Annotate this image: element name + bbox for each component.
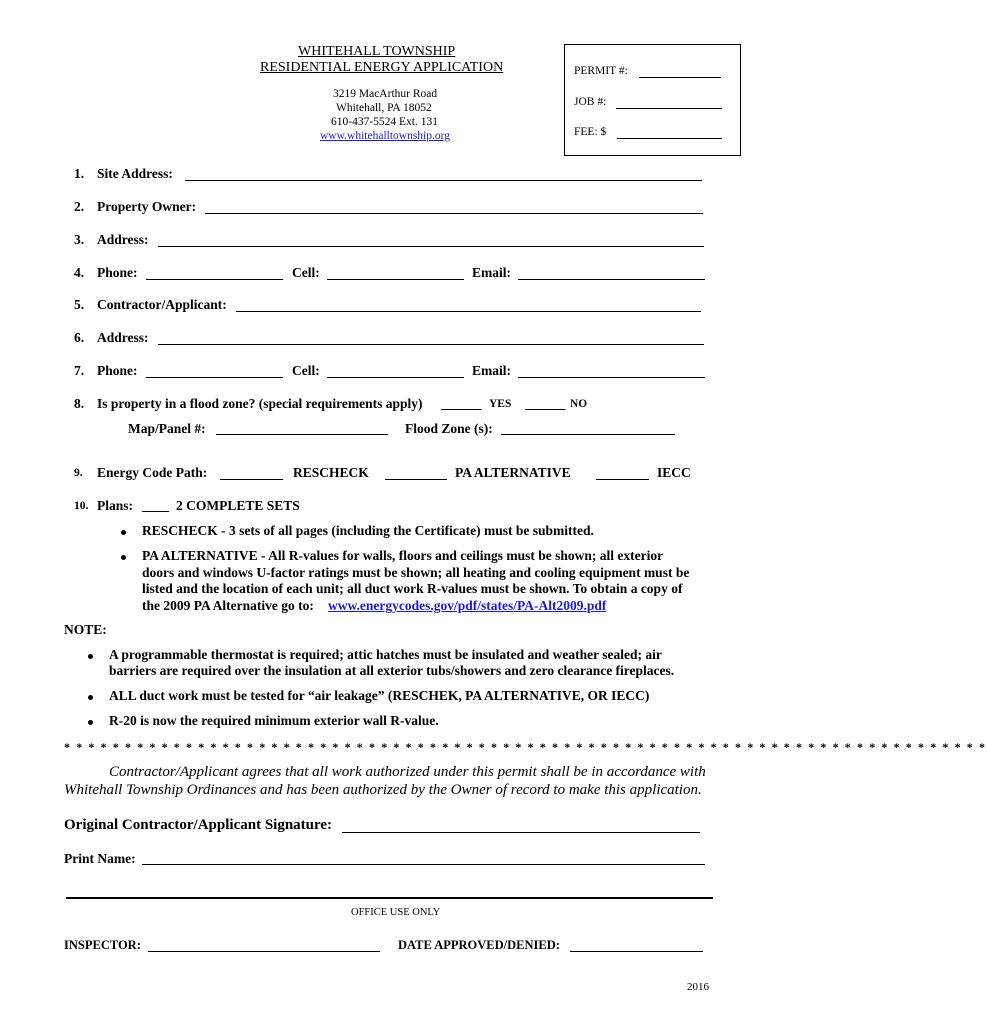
owner-email-label: Email: [472, 265, 511, 280]
flood-no-blank[interactable]: ______ [525, 396, 566, 411]
iecc-label: IECC [657, 465, 691, 480]
signature-field[interactable] [342, 832, 700, 833]
office-use-label: OFFICE USE ONLY [351, 907, 441, 918]
rescheck-label: RESCHECK [293, 465, 369, 480]
field-3-number: 3. [74, 232, 85, 247]
field-2-number: 2. [74, 199, 85, 214]
pa-alt-note-line-4: the 2009 PA Alternative go to: [142, 598, 314, 613]
field-6-number: 6. [74, 330, 85, 345]
print-name-label: Print Name: [64, 851, 136, 866]
footer-year: 2016 [687, 981, 709, 993]
bullet-icon [121, 530, 126, 535]
field-9-number: 9. [74, 467, 83, 479]
owner-email-field[interactable] [518, 279, 705, 280]
owner-phone-label: Phone: [97, 265, 138, 280]
plans-blank[interactable]: ____ [142, 498, 169, 513]
map-panel-field[interactable] [216, 434, 388, 435]
website-link[interactable]: www.whitehalltownship.org [320, 130, 451, 142]
pa-alternative-label: PA ALTERNATIVE [455, 465, 571, 480]
fee-field[interactable] [617, 138, 722, 139]
field-7-number: 7. [74, 363, 85, 378]
flood-zone-question: Is property in a flood zone? (special requirements apply) [97, 396, 423, 411]
map-panel-label: Map/Panel #: [128, 421, 206, 436]
title-line-1: WHITEHALL TOWNSHIP [298, 44, 456, 59]
site-address-label: Site Address: [97, 166, 173, 181]
note-1-line-2: barriers are required over the insulation at all exterior tubs/showers and zero clearance fireplaces. [109, 663, 675, 678]
contractor-phone-label: Phone: [97, 363, 138, 378]
job-field[interactable] [616, 108, 722, 109]
bullet-icon [121, 555, 126, 560]
pa-alternative-blank[interactable] [385, 479, 447, 480]
flood-yes-label: YES [489, 398, 512, 410]
iecc-blank[interactable] [596, 479, 649, 480]
owner-address-field[interactable] [158, 246, 704, 247]
pa-alt-note-line-2: doors and windows U-factor ratings must be shown; all heating and cooling equipment must be [142, 565, 690, 580]
agreement-line-1: Contractor/Applicant agrees that all work authorized under this permit shall be in accordance with [109, 764, 706, 780]
site-address-field[interactable] [185, 180, 702, 181]
flood-yes-blank[interactable]: ______ [441, 396, 482, 411]
plans-label: Plans: [97, 498, 134, 513]
flood-zone-field[interactable] [501, 434, 675, 435]
pa-alt-note-line-3: listed and the location of each unit; all duct work R-values must be shown. To obtain a copy of [142, 581, 683, 596]
note-2: ALL duct work must be tested for “air leakage” (RESCHEK, PA ALTERNATIVE, OR IECC) [109, 688, 650, 703]
contractor-address-label: Address: [97, 330, 149, 345]
address-line-1: 3219 MacArthur Road [333, 88, 438, 100]
address-line-2: Whitehall, PA 18052 [336, 102, 432, 114]
fee-label: FEE: $ [574, 126, 607, 138]
bullet-icon [88, 654, 93, 659]
contractor-phone-field[interactable] [146, 377, 283, 378]
owner-address-label: Address: [97, 232, 149, 247]
permit-field[interactable] [639, 77, 721, 78]
signature-label: Original Contractor/Applicant Signature: [64, 817, 333, 833]
note-3: R-20 is now the required minimum exterior wall R-value. [109, 713, 439, 728]
inspector-field[interactable] [148, 951, 380, 952]
rescheck-blank[interactable] [220, 479, 283, 480]
contractor-email-field[interactable] [518, 377, 705, 378]
star-separator: * * * * * * * * * * * * * * * * * * * * * * * * * * * * * * * * * * * * * * * * * * * * * * * * * * * * * * * * * * * * * * * * * * * * * * * * * * * * [64, 740, 987, 754]
pa-alt-link[interactable]: www.energycodes.gov/pdf/states/PA-Alt2009.pdf [328, 598, 607, 613]
owner-phone-field[interactable] [146, 279, 283, 280]
field-4-number: 4. [74, 265, 85, 280]
note-label: NOTE: [64, 622, 107, 637]
contractor-address-field[interactable] [158, 344, 704, 345]
property-owner-field[interactable] [205, 213, 703, 214]
contractor-field[interactable] [236, 311, 701, 312]
permit-label: PERMIT #: [574, 65, 628, 77]
owner-cell-field[interactable] [327, 279, 464, 280]
title-line-2: RESIDENTIAL ENERGY APPLICATION [260, 60, 504, 75]
property-owner-label: Property Owner: [97, 199, 197, 214]
flood-no-label: NO [570, 398, 588, 410]
phone-line: 610-437-5524 Ext. 131 [331, 116, 439, 128]
contractor-cell-field[interactable] [327, 377, 464, 378]
date-approved-field[interactable] [570, 951, 703, 952]
rescheck-note: RESCHECK - 3 sets of all pages (including the Certificate) must be submitted. [142, 523, 594, 538]
field-1-number: 1. [74, 166, 85, 181]
plans-sets-text: 2 COMPLETE SETS [176, 498, 300, 513]
agreement-line-2: Whitehall Township Ordinances and has been authorized by the Owner of record to make this application. [64, 782, 702, 798]
note-1-line-1: A programmable thermostat is required; attic hatches must be insulated and weather sealed; air [109, 647, 662, 662]
pa-alt-note-line-1: PA ALTERNATIVE - All R-values for walls, floors and ceilings must be shown; all exterior [142, 548, 664, 563]
energy-code-label: Energy Code Path: [97, 465, 208, 480]
contractor-cell-label: Cell: [292, 363, 320, 378]
contractor-label: Contractor/Applicant: [97, 297, 227, 312]
job-label: JOB #: [574, 96, 607, 108]
field-8-number: 8. [74, 396, 85, 411]
bullet-icon [88, 720, 93, 725]
contractor-email-label: Email: [472, 363, 511, 378]
flood-zone-label: Flood Zone (s): [405, 421, 493, 436]
date-approved-label: DATE APPROVED/DENIED: [398, 938, 560, 952]
field-10-number: 10. [74, 500, 89, 512]
office-divider [66, 897, 713, 899]
bullet-icon [88, 695, 93, 700]
inspector-label: INSPECTOR: [64, 938, 141, 952]
field-5-number: 5. [74, 297, 85, 312]
owner-cell-label: Cell: [292, 265, 320, 280]
print-name-field[interactable] [142, 864, 705, 865]
